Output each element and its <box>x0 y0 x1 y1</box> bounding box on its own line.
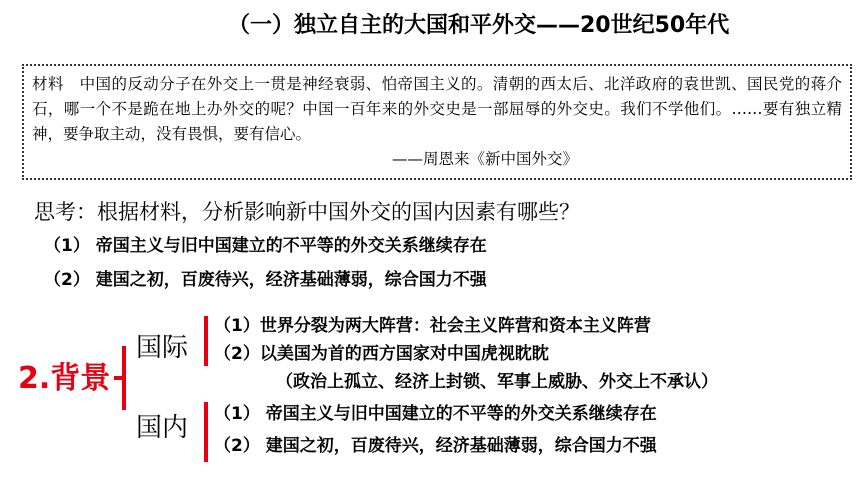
international-item-1: （1）世界分裂为两大阵营：社会主义阵营和资本主义阵营 <box>214 316 651 336</box>
domestic-item-1: （1） 帝国主义与旧中国建立的不平等的外交关系继续存在 <box>214 404 657 424</box>
answer-item-1: （1） 帝国主义与旧中国建立的不平等的外交关系继续存在 <box>44 236 487 256</box>
international-brace <box>204 316 208 366</box>
outer-brace-tick <box>114 376 124 380</box>
international-label: 国际 <box>136 333 189 363</box>
international-item-2: （2）以美国为首的西方国家对中国虎视眈眈 <box>214 344 549 364</box>
international-item-note: （政治上孤立、经济上封锁、军事上威胁、外交上不承认） <box>276 372 718 392</box>
material-text: 材料 中国的反动分子在外交上一贯是神经衰弱、怕帝国主义的。清朝的西太后、北洋政府的袁世凯、国民党的蒋介石，哪一个不是跪在地上办外交的呢？中国一百年来的外交史是一部屈辱的外交史。我们不学他们。……要有独立精神，要争取主动，没有畏惧，要有信心。 <box>32 75 842 143</box>
domestic-brace <box>204 402 208 462</box>
background-label: 2.背景 <box>18 361 111 396</box>
question-text: 思考：根据材料，分析影响新中国外交的国内因素有哪些？ <box>34 200 580 224</box>
material-box <box>22 64 852 180</box>
domestic-item-2: （2） 建国之初，百废待兴，经济基础薄弱，综合国力不强 <box>214 436 657 456</box>
answer-item-2: （2） 建国之初，百废待兴，经济基础薄弱，综合国力不强 <box>44 270 487 290</box>
material-source: ——周恩来《新中国外交》 <box>392 150 579 168</box>
domestic-label: 国内 <box>136 413 189 443</box>
section-title: （一）独立自主的大国和平外交——20世纪50年代 <box>228 13 730 38</box>
